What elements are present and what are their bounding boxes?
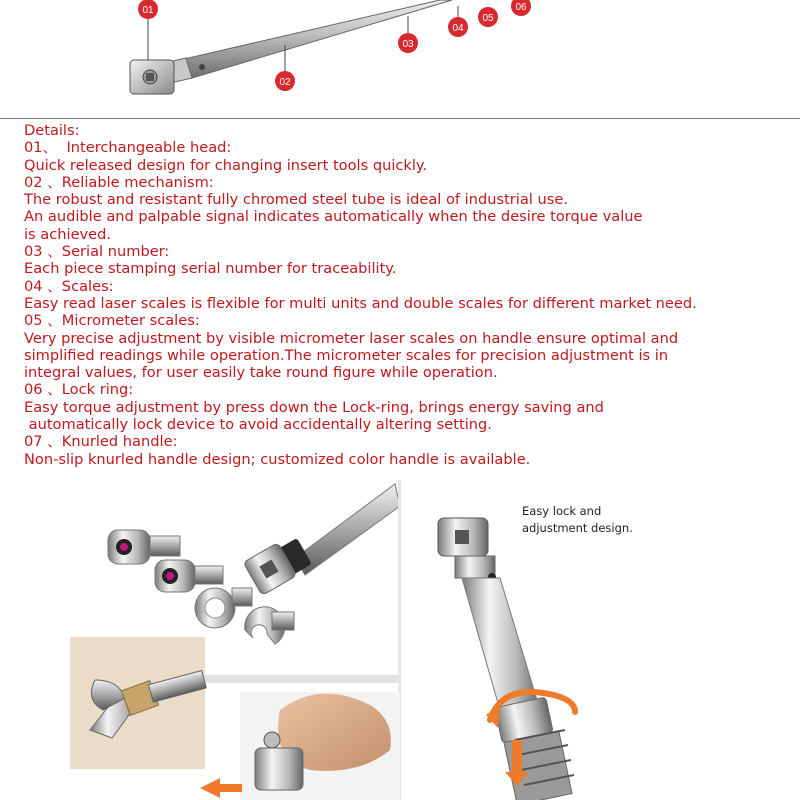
feature-05-desc: simplified readings while operation.The micrometer scales for precision adjustment is in bbox=[24, 346, 669, 364]
caption-line-1: Easy lock and bbox=[522, 504, 602, 518]
callout-04 bbox=[448, 17, 468, 37]
insert-tools-photo bbox=[108, 484, 400, 644]
svg-text:06: 06 bbox=[515, 2, 527, 13]
wrench-head bbox=[130, 60, 174, 94]
details-heading: Details: bbox=[24, 122, 80, 139]
details-text bbox=[24, 122, 794, 468]
callout-03 bbox=[398, 33, 418, 53]
callout-01 bbox=[138, 0, 158, 19]
feature-02-title: 02 、Reliable mechanism: bbox=[24, 173, 214, 191]
feature-04-title: 04 、Scales: bbox=[24, 277, 114, 295]
adjustable-wrench-photo bbox=[70, 637, 206, 769]
lock-ring-photo bbox=[438, 518, 575, 800]
feature-06-desc: Easy torque adjustment by press down the Lock-ring, brings energy saving and bbox=[24, 398, 604, 416]
photo-frame-strip bbox=[205, 675, 400, 683]
feature-03-title: 03 、Serial number: bbox=[24, 243, 170, 261]
feature-01-desc: Quick released design for changing insert tools quickly. bbox=[24, 156, 428, 174]
feature-04-desc: Easy read laser scales is flexible for multi units and double scales for different market need. bbox=[24, 294, 697, 312]
feature-06-desc: automatically lock device to avoid accidentally altering setting. bbox=[24, 416, 492, 434]
section-divider bbox=[0, 118, 800, 119]
feature-02-desc: The robust and resistant fully chromed steel tube is ideal of industrial use. bbox=[24, 191, 568, 209]
hand-wrench-photo bbox=[200, 692, 400, 800]
wrench-diagram bbox=[0, 0, 800, 118]
feature-02-desc: is achieved. bbox=[24, 225, 112, 243]
feature-05-desc: integral values, for user easily take round figure while operation. bbox=[24, 364, 498, 382]
feature-02-desc: An audible and palpable signal indicates automatically when the desire torque value bbox=[24, 208, 643, 226]
feature-07-title: 07 、Knurled handle: bbox=[24, 433, 178, 451]
svg-text:05: 05 bbox=[482, 13, 494, 24]
caption-line-2: adjustment design. bbox=[522, 520, 633, 535]
feature-05-desc: Very precise adjustment by visible micrometer laser scales on handle ensure optimal and bbox=[24, 329, 679, 347]
svg-text:03: 03 bbox=[402, 39, 414, 50]
svg-text:02: 02 bbox=[279, 77, 291, 88]
svg-text:04: 04 bbox=[452, 23, 464, 34]
product-photos bbox=[0, 470, 800, 800]
feature-01-title: 01、 Interchangeable head: bbox=[24, 139, 232, 157]
feature-07-desc: Non-slip knurled handle design; customized color handle is available. bbox=[24, 450, 531, 468]
lock-adjust-caption bbox=[522, 503, 633, 536]
callout-02 bbox=[275, 71, 295, 91]
feature-06-title: 06 、Lock ring: bbox=[24, 381, 134, 399]
callout-05 bbox=[478, 7, 498, 27]
feature-03-desc: Each piece stamping serial number for traceability. bbox=[24, 260, 397, 278]
svg-text:01: 01 bbox=[142, 5, 154, 16]
feature-05-title: 05 、Micrometer scales: bbox=[24, 312, 200, 330]
callout-06 bbox=[511, 0, 531, 16]
